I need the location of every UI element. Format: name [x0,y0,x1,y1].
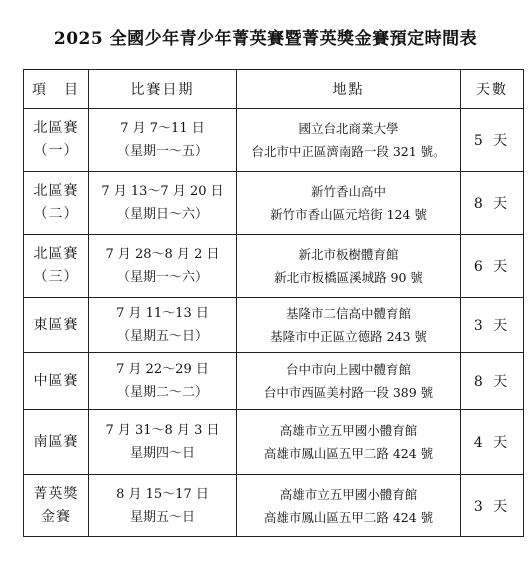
weekday-range: 星期四～日 [129,446,195,461]
date-cell [89,298,237,353]
venue-name: 新竹香山高中 [310,184,386,199]
item-cell [24,298,89,353]
venue-address: 高雄市鳳山區五甲二路 424 號 [263,509,434,525]
days-cell: 8 天 [461,172,524,235]
venue-address: 新竹市香山區元培街 124 號 [270,207,427,222]
item-cell [24,235,89,298]
item-cell [24,475,89,537]
item-name: 北區賽 [33,183,79,199]
schedule-table [23,69,524,537]
weekday-range: （星期五～日） [116,329,208,344]
header-location: 地點 [237,70,461,109]
location-cell [237,172,461,235]
item-name: 南區賽 [33,433,79,450]
days-cell: 6 天 [461,235,524,298]
weekday-range: （星期日～六） [116,207,208,222]
item-name: 北區賽 [33,246,79,262]
table-row [24,353,524,410]
venue-name: 基隆市二信高中體育館 [285,306,411,321]
item-cell [24,172,89,235]
location-cell [237,475,461,537]
date-range: 7 月 7～11 日 [120,121,205,136]
table-row [24,109,524,172]
location-cell [237,235,461,298]
table-row [24,172,524,235]
date-cell [89,109,237,172]
item-name: 北區賽 [33,120,79,136]
date-cell [89,475,237,537]
header-date: 比賽日期 [89,70,237,109]
item-name: 菁英獎 [33,485,79,502]
weekday-range: （星期一～五） [116,144,208,159]
header-item: 項 目 [24,70,89,109]
item-sub: （三） [33,269,79,285]
date-cell [89,235,237,298]
weekday-range: （星期一～六） [116,270,208,285]
weekday-range: （星期二～二） [116,385,208,400]
header-days: 天數 [461,70,524,109]
item-cell [24,410,89,475]
date-range: 7 月 31～8 月 3 日 [105,423,220,438]
date-range: 7 月 11～13 日 [116,306,209,321]
table-row [24,410,524,475]
item-cell [24,109,89,172]
days-cell: 5 天 [461,109,524,172]
item-cell [24,353,89,410]
venue-name: 台中市向上國中體育館 [285,362,411,377]
venue-address: 高雄市鳳山區五甲二路 424 號 [263,446,434,461]
days-cell: 4 天 [461,410,524,475]
table-header-row [24,70,524,109]
date-cell [89,353,237,410]
item-sub: （一） [33,143,79,159]
venue-address: 新北市板橋區溪城路 90 號 [274,270,423,285]
date-cell [89,410,237,475]
location-cell [237,109,461,172]
location-cell [237,298,461,353]
date-range: 7 月 22～29 日 [116,362,209,377]
item-name: 東區賽 [33,316,79,333]
page-title: 2025 全國少年青少年菁英賽暨菁英獎金賽預定時間表 [53,29,478,49]
days-cell: 3 天 [461,475,524,537]
table-row [24,475,524,537]
date-range: 7 月 13～7 月 20 日 [101,184,224,199]
date-cell [89,172,237,235]
venue-address: 基隆市中正區立德路 243 號 [270,329,427,344]
weekday-range: 星期五～日 [129,509,195,525]
venue-name: 新北市板樹體育館 [298,247,399,262]
item-sub: （二） [33,206,79,222]
location-cell [237,353,461,410]
days-cell: 3 天 [461,298,524,353]
days-cell: 8 天 [461,353,524,410]
location-cell [237,410,461,475]
venue-name: 高雄市立五甲國小體育館 [279,486,418,502]
venue-address: 台北市中正區濟南路一段 321 號。 [251,144,446,159]
item-name: 中區賽 [33,372,79,389]
venue-name: 國立台北商業大學 [298,121,399,136]
venue-address: 台中市西區美村路一段 389 號 [263,385,434,400]
venue-name: 高雄市立五甲國小體育館 [279,423,418,438]
date-range: 8 月 15～17 日 [116,486,209,502]
item-sub: 金賽 [41,508,71,525]
date-range: 7 月 28～8 月 2 日 [105,247,220,262]
table-row [24,298,524,353]
table-row [24,235,524,298]
